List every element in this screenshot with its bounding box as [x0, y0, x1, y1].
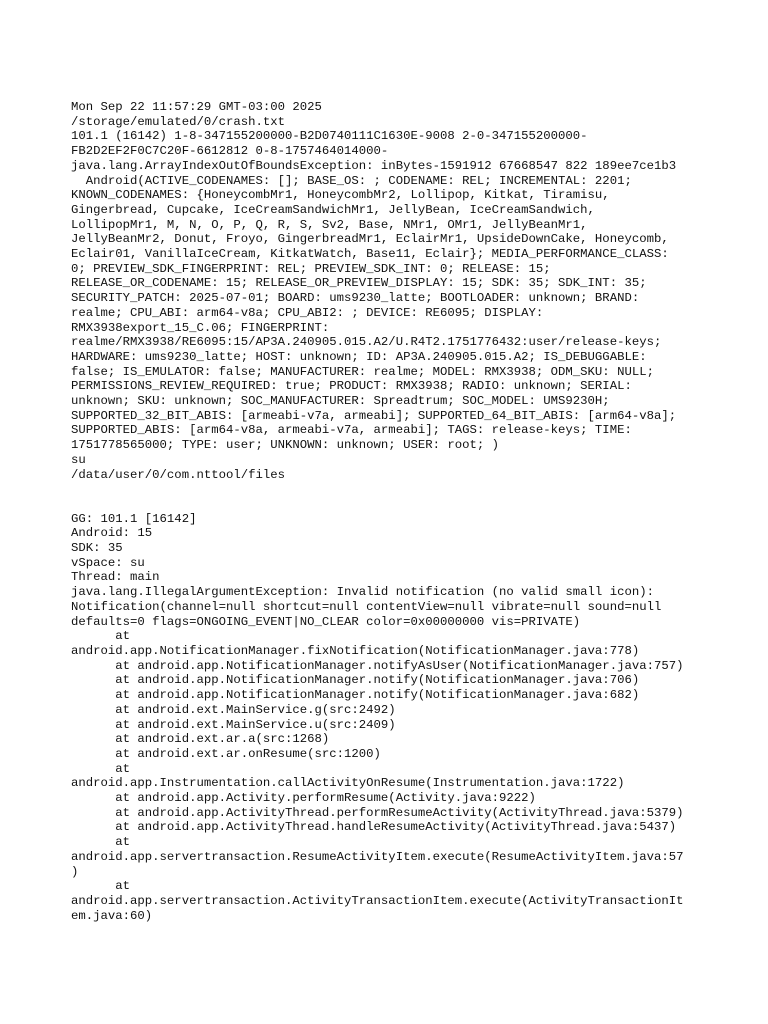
thread-name: Thread: main: [71, 570, 160, 585]
device-info-line: 101.1 (16142) 1-8-347155200000-B2D0740111C1630E-9008 2-0-347155200000-: [71, 129, 588, 144]
stack-trace-line: at android.app.NotificationManager.notify(NotificationManager.java:682): [71, 688, 640, 703]
sdk-version: SDK: 35: [71, 541, 123, 556]
stack-trace-line: at android.app.NotificationManager.notify(NotificationManager.java:706): [71, 673, 640, 688]
vspace-value: vSpace: su: [71, 555, 145, 570]
stack-trace-line: android.app.NotificationManager.fixNotification(NotificationManager.java:778): [71, 644, 640, 658]
device-info-line: unknown; SKU: unknown; SOC_MANUFACTURER: Spreadtrum; SOC_MODEL: UMS9230H;: [71, 394, 610, 409]
stack-trace: [71, 629, 711, 923]
stack-trace-line: em.java:60): [71, 908, 153, 923]
device-info-line: SECURITY_PATCH: 2025-07-01; BOARD: ums9230_latte; BOOTLOADER: unknown; BRAND:: [71, 291, 640, 306]
stack-trace-line: at android.ext.ar.a(src:1268): [71, 732, 330, 747]
device-info-line: KNOWN_CODENAMES: {HoneycombMr1, HoneycombMr2, Lollipop, Kitkat, Tiramisu,: [71, 188, 610, 203]
crash-details-block: [71, 512, 711, 586]
stack-trace-line: at android.ext.MainService.g(src:2492): [71, 702, 396, 717]
device-info-line: SUPPORTED_32_BIT_ABIS: [armeabi-v7a, armeabi]; SUPPORTED_64_BIT_ABIS: [arm64-v8a];: [71, 408, 677, 423]
device-info-line: 0; PREVIEW_SDK_FINGERPRINT: REL; PREVIEW_SDK_INT: 0; RELEASE: 15;: [71, 261, 551, 276]
device-info-line: Eclair01, VanillaIceCream, KitkatWatch, Base11, Eclair}; MEDIA_PERFORMANCE_CLASS:: [71, 247, 669, 262]
device-info-line: SUPPORTED_ABIS: [arm64-v8a, armeabi-v7a, armeabi]; TAGS: release-keys; TIME:: [71, 423, 632, 438]
stack-trace-line: at: [71, 629, 131, 644]
stack-trace-line: at android.app.Activity.performResume(Activity.java:9222): [71, 791, 536, 806]
android-version: Android: 15: [71, 526, 153, 541]
crash-log-document: [71, 100, 711, 923]
device-info-line: Android(ACTIVE_CODENAMES: []; BASE_OS: ; CODENAME: REL; INCREMENTAL: 2201;: [71, 173, 632, 188]
device-info-line: LollipopMr1, M, N, O, P, Q, R, S, Sv2, Base, NMr1, OMr1, JellyBeanMr1,: [71, 217, 588, 232]
stack-trace-line: at android.app.ActivityThread.handleResumeActivity(ActivityThread.java:5437): [71, 820, 677, 835]
device-info-line: JellyBeanMr2, Donut, Froyo, GingerbreadMr1, EclairMr1, UpsideDownCake, Honeycomb,: [71, 232, 669, 247]
exception-line: defaults=0 flags=ONGOING_EVENT|NO_CLEAR color=0x00000000 vis=PRIVATE): [71, 614, 581, 629]
device-info-line: FB2D2EF2F0C7C20F-6612812 0-8-1757464014000-: [71, 144, 389, 159]
stack-trace-line: at android.app.NotificationManager.notifyAsUser(NotificationManager.java:757): [71, 658, 684, 673]
stack-trace-line: android.app.servertransaction.ActivityTransactionItem.execute(ActivityTransactionIt: [71, 893, 684, 908]
stack-trace-line: at android.ext.MainService.u(src:2409): [71, 717, 396, 732]
device-info-line: HARDWARE: ums9230_latte; HOST: unknown; ID: AP3A.240905.015.A2; IS_DEBUGGABLE:: [71, 349, 647, 364]
device-info-line: RELEASE_OR_CODENAME: 15; RELEASE_OR_PREVIEW_DISPLAY: 15; SDK: 35; SDK_INT: 35;: [71, 276, 647, 291]
stack-trace-line: ): [71, 864, 79, 879]
device-info-line: realme; CPU_ABI: arm64-v8a; CPU_ABI2: ; DEVICE: RE6095; DISPLAY:: [71, 305, 544, 320]
stack-trace-line: at android.app.ActivityThread.performResumeActivity(ActivityThread.java:5379): [71, 805, 684, 820]
log-timestamp: Mon Sep 22 11:57:29 GMT-03:00 2025: [71, 100, 322, 114]
stack-trace-line: at: [71, 879, 131, 894]
files-path: /data/user/0/com.nttool/files: [71, 467, 286, 482]
log-file-path: /storage/emulated/0/crash.txt: [71, 114, 286, 129]
section-spacer: [71, 482, 711, 511]
stack-trace-line: at: [71, 761, 131, 776]
device-info-line: realme/RMX3938/RE6095:15/AP3A.240905.015.A2/U.R4T2.1751776432:user/release-keys;: [71, 335, 662, 350]
device-info-line: RMX3938export_15_C.06; FINGERPRINT:: [71, 320, 330, 335]
stack-trace-line: android.app.Instrumentation.callActivityOnResume(Instrumentation.java:1722): [71, 776, 625, 791]
device-info-line: java.lang.ArrayIndexOutOfBoundsException: inBytes-1591912 67668547 822 189ee7ce1b3: [71, 158, 677, 173]
stack-trace-line: at android.ext.ar.onResume(src:1200): [71, 746, 381, 761]
device-info-line: PERMISSIONS_REVIEW_REQUIRED: true; PRODUCT: RMX3938; RADIO: unknown; SERIAL:: [71, 379, 632, 394]
exception-line: Notification(channel=null shortcut=null contentView=null vibrate=null sound=null: [71, 599, 662, 614]
exception-line: java.lang.IllegalArgumentException: Invalid notification (no valid small icon):: [71, 585, 654, 600]
stack-trace-line: at: [71, 835, 131, 850]
device-info-line: false; IS_EMULATOR: false; MANUFACTURER: realme; MODEL: RMX3938; ODM_SKU: NULL;: [71, 364, 654, 379]
device-info-line: 1751778565000; TYPE: user; UNKNOWN: unknown; USER: root; ): [71, 438, 500, 453]
stack-trace-line: android.app.servertransaction.ResumeActivityItem.execute(ResumeActivityItem.java:57: [71, 849, 684, 864]
device-info-block: [71, 129, 711, 452]
exception-message: [71, 585, 711, 629]
su-line: su: [71, 452, 86, 467]
gg-version: GG: 101.1 [16142]: [71, 511, 197, 526]
device-info-line: Gingerbread, Cupcake, IceCreamSandwichMr1, JellyBean, IceCreamSandwich,: [71, 202, 595, 217]
